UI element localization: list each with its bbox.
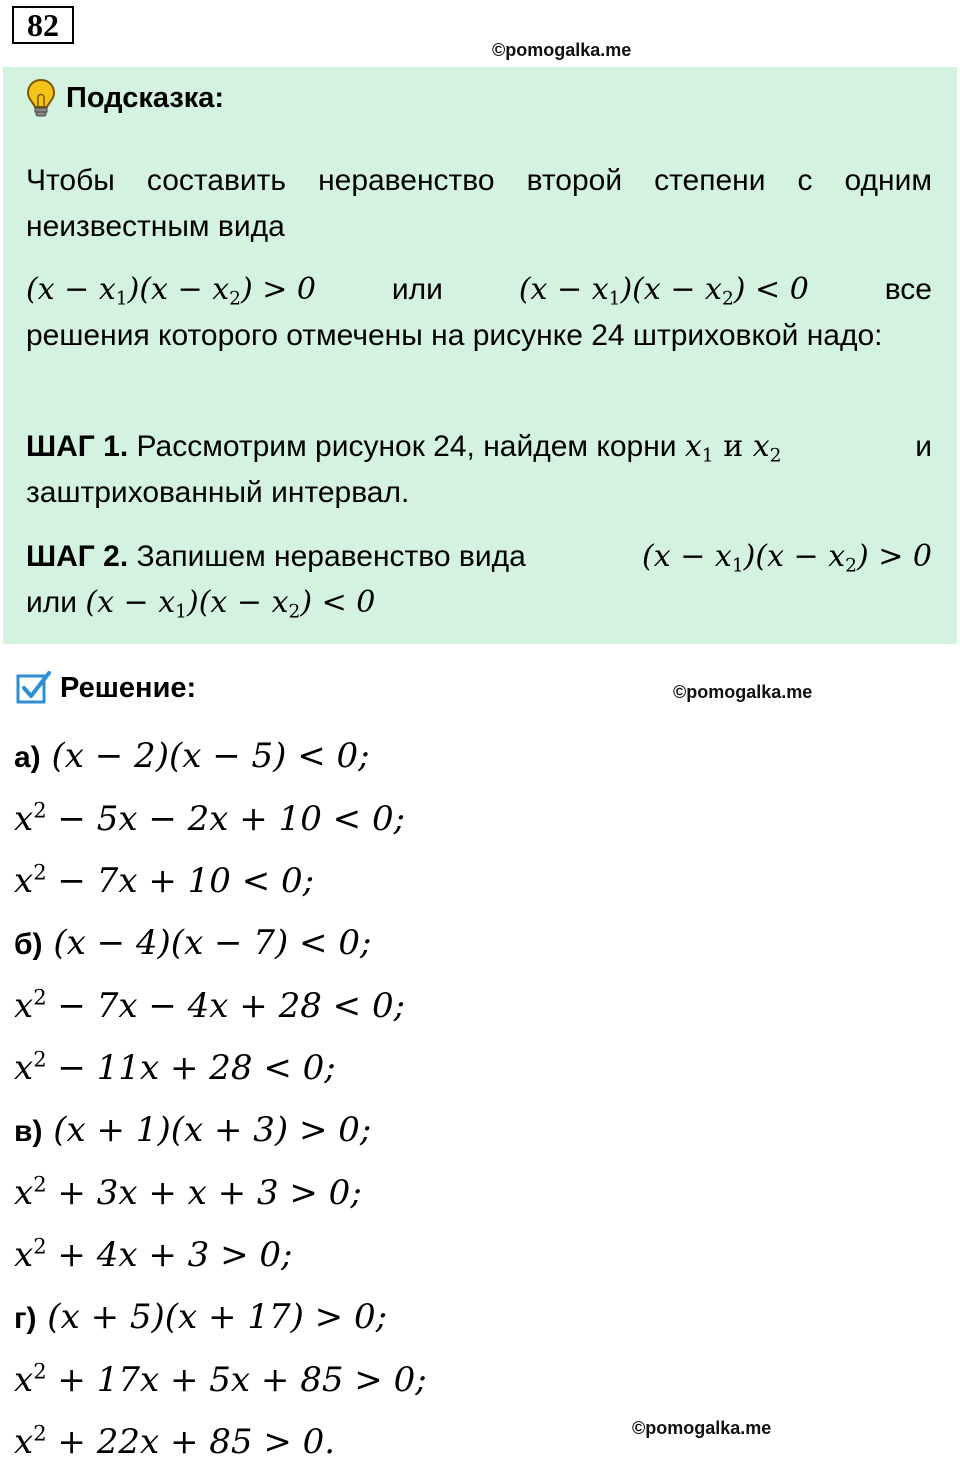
all-word: все — [884, 273, 932, 306]
step2-text: Запишем неравенство вида — [136, 540, 526, 573]
step2-label: ШАГ 2. — [26, 540, 129, 573]
solution-line: $x^2 - 11x + 28 < 0$; — [14, 1046, 336, 1088]
step1-roots: $x_1$ и $x_2$ — [684, 429, 782, 467]
step1-end: заштрихованный интервал. — [26, 476, 410, 509]
solution-title: Решение: — [60, 671, 197, 704]
step1-and: и — [915, 430, 932, 463]
step2-form-gt: $(x - x_1)(x - x_2) > 0$ — [642, 539, 932, 577]
hint-step2 — [26, 534, 932, 626]
hint-intro-end: решения которого отмечены на рисунке 24 штриховкой надо: — [26, 319, 883, 352]
solution-line: $x^2 - 7x + 10 < 0$; — [14, 859, 315, 901]
hint-intro-text: Чтобы составить неравенство второй степени с одним неизвестным вида — [26, 164, 932, 243]
solution-line: а) (x − 2)(x − 5) < 0; — [14, 736, 370, 776]
hint-forms-row — [26, 267, 932, 313]
watermark-middle: ©pomogalka.me — [673, 682, 813, 702]
form-lt: $(x - x_1)(x - x_2) < 0$ — [518, 272, 809, 310]
step1-label: ШАГ 1. — [26, 430, 129, 463]
form-gt: $(x - x_1)(x - x_2) > 0$ — [26, 272, 316, 310]
solution-line: б) (x − 4)(x − 7) < 0; — [14, 923, 372, 963]
solution-line: $x^2 + 4x + 3 > 0$; — [14, 1233, 293, 1275]
hint-header — [26, 78, 224, 118]
hint-intro — [26, 158, 932, 250]
solution-header — [16, 670, 196, 706]
problem-number: 82 — [12, 6, 74, 44]
solution-line: $x^2 + 17x + 5x + 85 > 0$; — [14, 1358, 427, 1400]
checkbox-check-icon — [16, 670, 52, 706]
solution-line: в) (x + 1)(x + 3) > 0; — [14, 1110, 372, 1150]
solution-line: $x^2 - 5x - 2x + 10 < 0$; — [14, 797, 406, 839]
hint-title: Подсказка: — [66, 81, 225, 114]
watermark-bottom: ©pomogalka.me — [632, 1418, 772, 1438]
step1-text: Рассмотрим рисунок 24, найдем корни — [136, 430, 677, 463]
step2-form-lt: $(x - x_1)(x - x_2) < 0$ — [85, 585, 376, 623]
solution-line: $x^2 + 3x + x + 3 > 0$; — [14, 1171, 362, 1213]
solution-line: $x^2 - 7x - 4x + 28 < 0$; — [14, 984, 406, 1026]
solution-line: г) (x + 5)(x + 17) > 0; — [14, 1297, 388, 1337]
lightbulb-icon — [26, 78, 56, 118]
or-word: или — [391, 273, 443, 306]
solution-line: $x^2 + 22x + 85 > 0$. — [14, 1420, 336, 1462]
step2-or: или — [26, 586, 78, 619]
watermark-top: ©pomogalka.me — [492, 40, 632, 60]
hint-step1 — [26, 424, 932, 516]
